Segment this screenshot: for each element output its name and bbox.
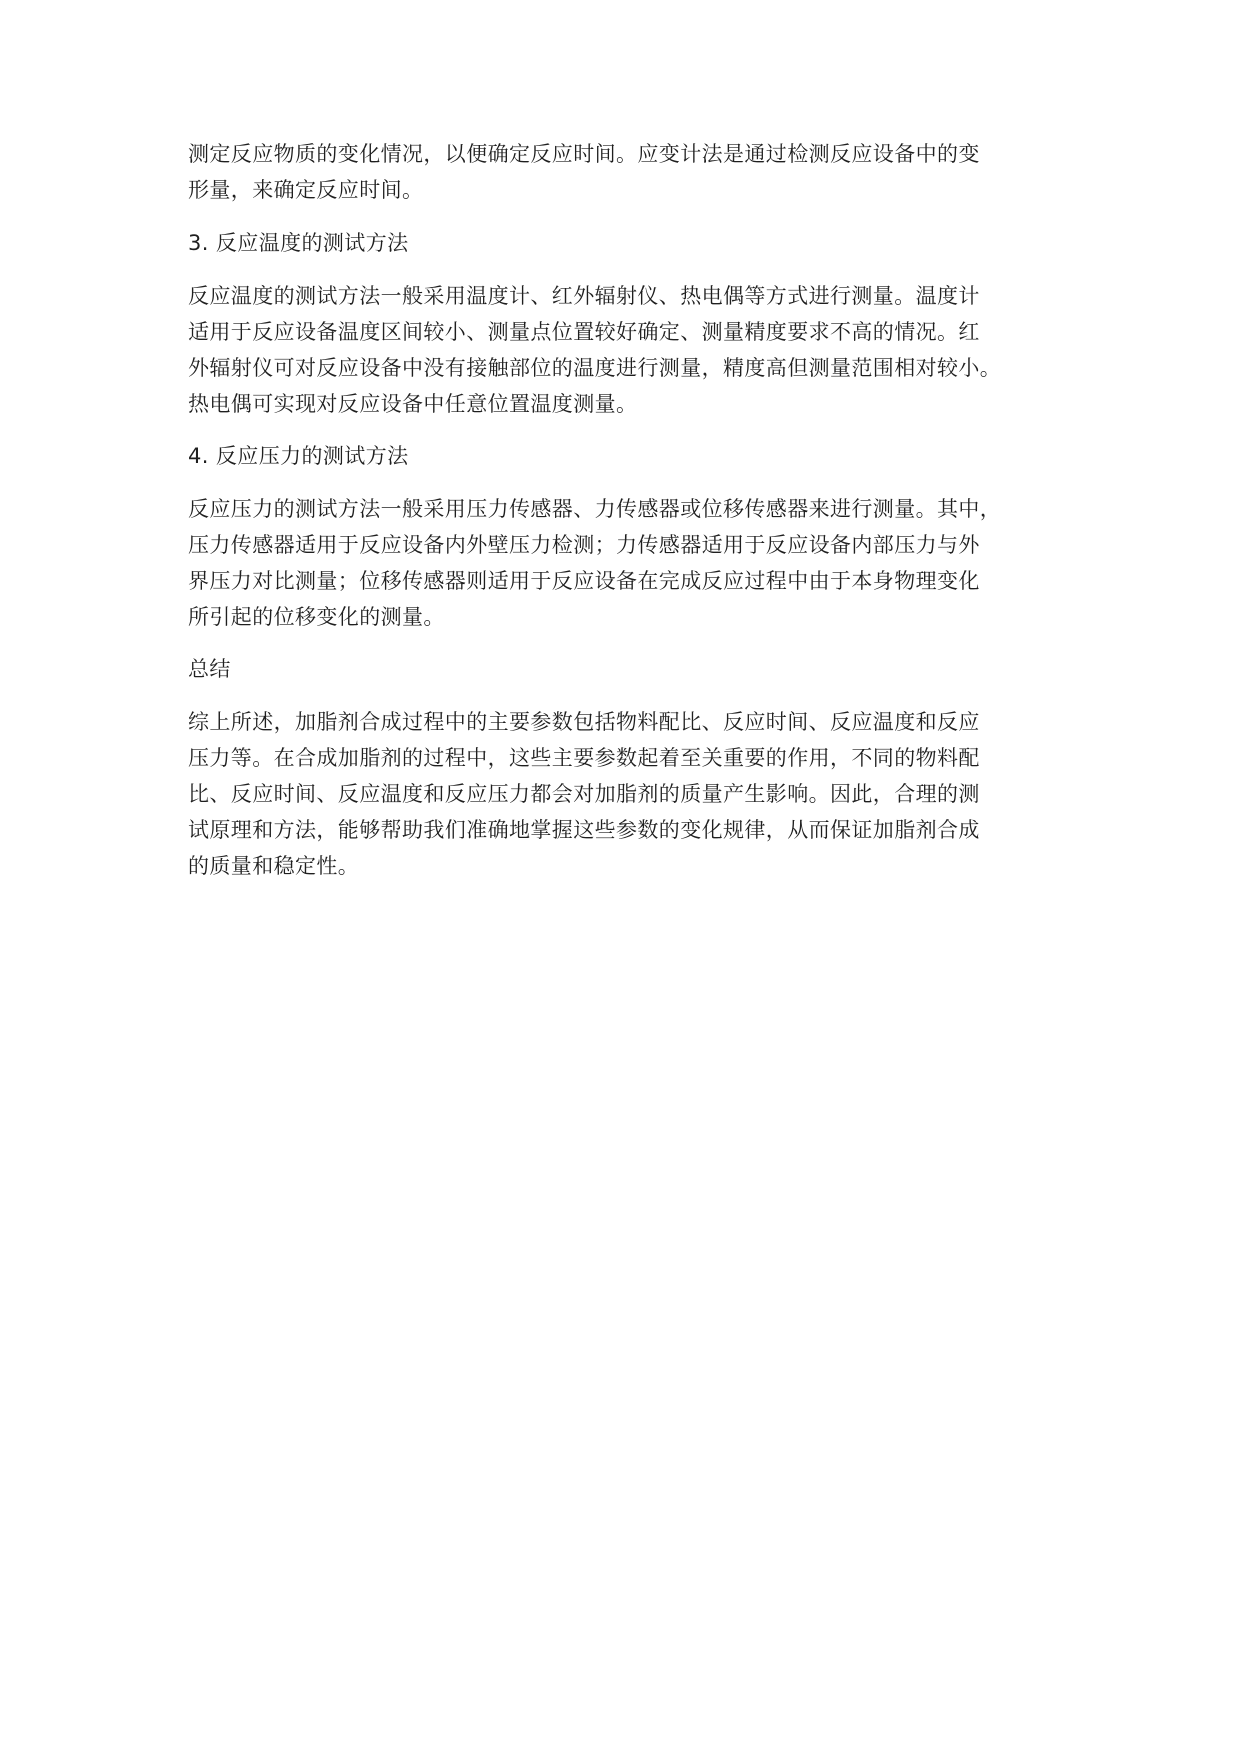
section-heading: 4. 反应压力的测试方法 bbox=[188, 444, 409, 468]
paragraph-intro bbox=[188, 136, 980, 208]
text-line: 形量，来确定反应时间。 bbox=[188, 178, 424, 202]
text-line: 反应温度的测试方法一般采用温度计、红外辐射仪、热电偶等方式进行测量。温度计 bbox=[188, 284, 980, 308]
text-line: 反应压力的测试方法一般采用压力传感器、力传感器或位移传感器来进行测量。其中， bbox=[188, 497, 1002, 521]
heading-reaction-temperature bbox=[188, 225, 409, 261]
paragraph-temperature bbox=[188, 278, 1001, 422]
text-line: 试原理和方法，能够帮助我们准确地掌握这些参数的变化规律，从而保证加脂剂合成 bbox=[188, 818, 980, 842]
paragraph-summary bbox=[188, 704, 980, 884]
section-heading: 3. 反应温度的测试方法 bbox=[188, 231, 409, 255]
section-heading: 总结 bbox=[188, 657, 231, 681]
paragraph-pressure bbox=[188, 491, 1001, 635]
text-line: 压力传感器适用于反应设备内外壁压力检测；力传感器适用于反应设备内部压力与外 bbox=[188, 533, 980, 557]
text-line: 热电偶可实现对反应设备中任意位置温度测量。 bbox=[188, 392, 638, 416]
text-line: 测定反应物质的变化情况，以便确定反应时间。应变计法是通过检测反应设备中的变 bbox=[188, 142, 980, 166]
text-line: 压力等。在合成加脂剂的过程中，这些主要参数起着至关重要的作用，不同的物料配 bbox=[188, 746, 980, 770]
text-line: 比、反应时间、反应温度和反应压力都会对加脂剂的质量产生影响。因此，合理的测 bbox=[188, 782, 980, 806]
heading-summary bbox=[188, 651, 231, 687]
text-line: 适用于反应设备温度区间较小、测量点位置较好确定、测量精度要求不高的情况。红 bbox=[188, 320, 980, 344]
text-line: 所引起的位移变化的测量。 bbox=[188, 605, 445, 629]
text-line: 综上所述，加脂剂合成过程中的主要参数包括物料配比、反应时间、反应温度和反应 bbox=[188, 710, 980, 734]
text-line: 的质量和稳定性。 bbox=[188, 854, 360, 878]
heading-reaction-pressure bbox=[188, 438, 409, 474]
text-line: 外辐射仪可对反应设备中没有接触部位的温度进行测量，精度高但测量范围相对较小。 bbox=[188, 356, 1002, 380]
text-line: 界压力对比测量；位移传感器则适用于反应设备在完成反应过程中由于本身物理变化 bbox=[188, 569, 980, 593]
